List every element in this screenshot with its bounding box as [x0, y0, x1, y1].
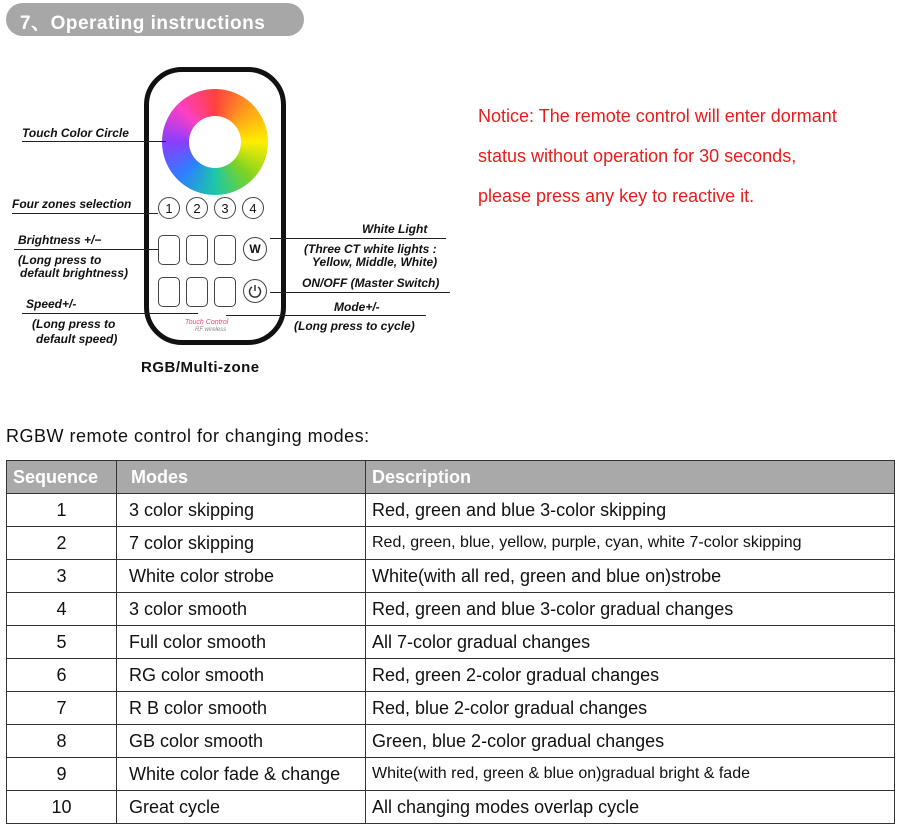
color-wheel-center [189, 116, 241, 168]
cell-desc: All 7-color gradual changes [366, 626, 895, 659]
cell-mode: White color strobe [117, 560, 366, 593]
cell-desc: Red, green and blue 3-color skipping [366, 494, 895, 527]
cell-desc: Red, green, blue, yellow, purple, cyan, white 7-color skipping [366, 527, 895, 560]
notice-line-1: Notice: The remote control will enter dormant [478, 106, 837, 126]
cell-mode: GB color smooth [117, 725, 366, 758]
cell-seq: 6 [7, 659, 117, 692]
cell-desc: Red, green 2-color gradual changes [366, 659, 895, 692]
mode-down-button[interactable] [214, 277, 236, 307]
table-row [7, 494, 895, 527]
header-sequence: Sequence [7, 461, 117, 494]
zone-button-2[interactable]: 2 [186, 197, 208, 219]
leader-onoff [270, 292, 450, 293]
header-modes: Modes [117, 461, 366, 494]
cell-mode: R B color smooth [117, 692, 366, 725]
leader-color-circle [22, 141, 166, 142]
notice-line-2: status without operation for 30 seconds, [478, 146, 797, 166]
table-row [7, 527, 895, 560]
label-mode: Mode+/- [334, 300, 380, 314]
modes-table [6, 460, 895, 824]
cell-seq: 3 [7, 560, 117, 593]
white-light-button[interactable]: W [243, 237, 267, 261]
cell-seq: 10 [7, 791, 117, 824]
zone-button-4[interactable]: 4 [242, 197, 264, 219]
speed-down-button[interactable] [186, 277, 208, 307]
table-row [7, 758, 895, 791]
cell-seq: 5 [7, 626, 117, 659]
table-row [7, 626, 895, 659]
table-row [7, 593, 895, 626]
label-mode-hint: (Long press to cycle) [294, 319, 415, 333]
power-icon [244, 280, 266, 302]
cell-seq: 1 [7, 494, 117, 527]
label-onoff: ON/OFF (Master Switch) [302, 276, 440, 290]
brightness-down-button[interactable] [158, 277, 180, 307]
zone-button-3[interactable]: 3 [214, 197, 236, 219]
label-brightness-hint-1: (Long press to [18, 253, 102, 267]
brightness-up-button[interactable] [158, 235, 180, 265]
table-row [7, 791, 895, 824]
label-color-circle: Touch Color Circle [22, 126, 129, 140]
power-button[interactable] [243, 279, 267, 303]
cell-mode: Full color smooth [117, 626, 366, 659]
notice-line-3: please press any key to reactive it. [478, 186, 755, 206]
section-title: 7、Operating instructions [20, 13, 266, 34]
leader-mode [226, 315, 426, 316]
cell-mode: 7 color skipping [117, 527, 366, 560]
table-row [7, 659, 895, 692]
leader-speed [22, 313, 198, 314]
cell-seq: 2 [7, 527, 117, 560]
zone-button-1[interactable]: 1 [158, 197, 180, 219]
speed-up-button[interactable] [186, 235, 208, 265]
label-brightness: Brightness +/− [18, 233, 102, 247]
cell-seq: 4 [7, 593, 117, 626]
label-speed: Speed+/- [26, 297, 77, 311]
cell-seq: 9 [7, 758, 117, 791]
table-row [7, 725, 895, 758]
label-white-light: White Light [362, 222, 428, 236]
cell-desc: White(with red, green & blue on)gradual bright & fade [366, 758, 895, 791]
cell-desc: Red, green and blue 3-color gradual changes [366, 593, 895, 626]
cell-mode: 3 color smooth [117, 593, 366, 626]
label-brightness-hint-2: default brightness) [20, 266, 129, 280]
table-row [7, 692, 895, 725]
cell-desc: Green, blue 2-color gradual changes [366, 725, 895, 758]
table-row [7, 560, 895, 593]
label-speed-hint-1: (Long press to [32, 317, 116, 331]
cell-mode: RG color smooth [117, 659, 366, 692]
table-header-row [7, 461, 895, 494]
cell-desc: Red, blue 2-color gradual changes [366, 692, 895, 725]
cell-seq: 7 [7, 692, 117, 725]
header-description: Description [366, 461, 895, 494]
rf-wireless-label: RF wireless [195, 327, 227, 333]
leader-white-light [270, 238, 446, 239]
label-zones: Four zones selection [12, 197, 132, 211]
cell-mode: 3 color skipping [117, 494, 366, 527]
remote-caption: RGB/Multi-zone [141, 359, 260, 376]
section-header [6, 3, 304, 36]
cell-mode: Great cycle [117, 791, 366, 824]
touch-control-label: Touch Control [185, 319, 229, 326]
cell-mode: White color fade & change [117, 758, 366, 791]
cell-seq: 8 [7, 725, 117, 758]
mode-up-button[interactable] [214, 235, 236, 265]
cell-desc: White(with all red, green and blue on)strobe [366, 560, 895, 593]
table-intro: RGBW remote control for changing modes: [6, 426, 370, 446]
label-white-hint-2: Yellow, Middle, White) [312, 255, 438, 269]
label-speed-hint-2: default speed) [36, 332, 118, 346]
leader-zones [12, 213, 158, 214]
cell-desc: All changing modes overlap cycle [366, 791, 895, 824]
leader-brightness [14, 249, 158, 250]
label-white-hint-1: (Three CT white lights : [304, 242, 437, 256]
